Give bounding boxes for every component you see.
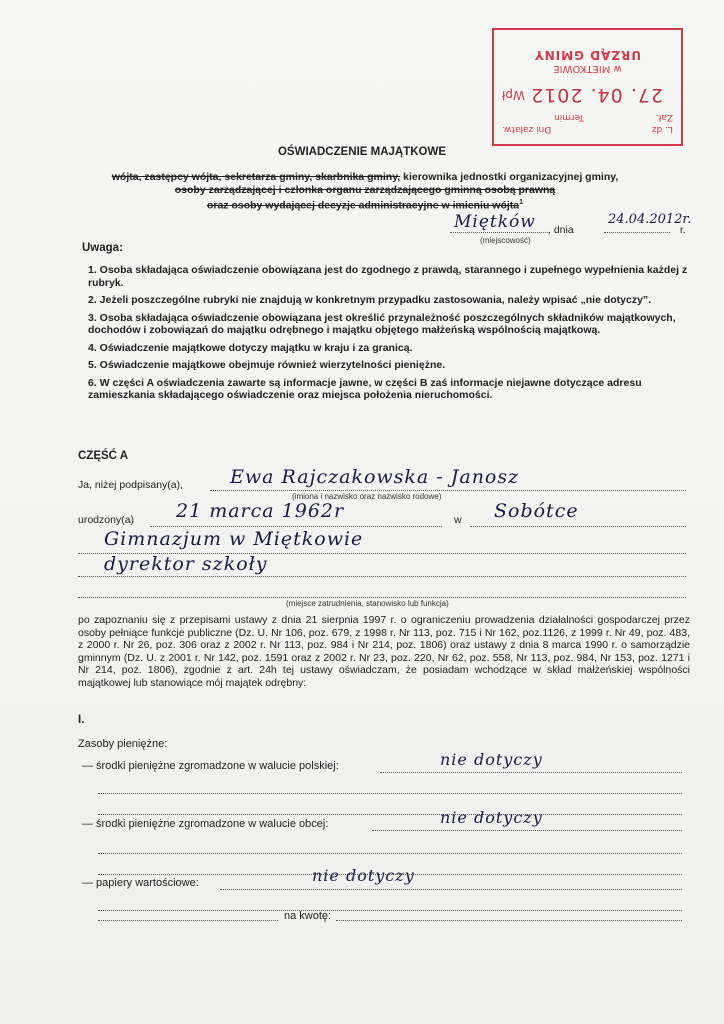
header-line-1-rest: kierownika jednostki organizacyjnej gminy, bbox=[400, 171, 619, 183]
date-suffix: r. bbox=[680, 224, 686, 236]
born-label: urodzony(a) bbox=[78, 514, 135, 526]
pln-label: — środki pieniężne zgromadzone w walucie polskiej: bbox=[82, 760, 339, 772]
header-line-3-text: oraz osoby wydającej decyzje administracyjne w imieniu wójta bbox=[206, 199, 520, 212]
work-line-1: Gimnazjum w Miętkowie bbox=[104, 528, 364, 550]
amount-label: na kwotę: bbox=[284, 910, 332, 922]
pln-value: nie dotyczy bbox=[440, 750, 543, 769]
born-place-value: Sobótce bbox=[494, 500, 579, 522]
registration-stamp bbox=[492, 28, 683, 146]
uwaga-item: 4. Oświadczenie majątkowe dotyczy majątku w kraju i za granicą. bbox=[88, 341, 413, 354]
stamp-wpl: Wpł bbox=[502, 88, 525, 102]
section-title: Zasoby pieniężne: bbox=[78, 738, 168, 750]
uwaga-item: 6. W części A oświadczenia zawarte są informacje jawne, w części B zaś informacje niejawne dotyczące adresu zamieszkania składającego oświadczenie oraz miejsca położenia nieruchomości. bbox=[88, 376, 642, 401]
work-caption: (miejsce zatrudnienia, stanowisko lub funkcja) bbox=[286, 599, 449, 608]
foreign-value: nie dotyczy bbox=[440, 808, 543, 827]
stamp-line2: w MIETKOWIE bbox=[553, 63, 622, 74]
born-date-value: 21 marca 1962r bbox=[176, 500, 345, 522]
securities-label: — papiery wartościowe: bbox=[82, 877, 199, 889]
name-caption: (imiona i nazwisko oraz nazwisko rodowe) bbox=[292, 492, 442, 501]
stamp-dni-zalatw: Dni załatw. bbox=[502, 124, 552, 134]
czesc-a-label: CZĘŚĆ A bbox=[78, 450, 129, 462]
date-prefix: , dnia bbox=[548, 224, 574, 236]
header-line-1 bbox=[60, 171, 670, 184]
stamp-line1: URZĄD GMINY bbox=[533, 48, 642, 62]
header-line-1-struck: wójta, zastępcy wójta, sekretarza gminy, skarbnika gminy, bbox=[111, 171, 401, 183]
legal-text: po zapoznaniu się z przepisami ustawy z dnia 21 sierpnia 1997 r. o ograniczeniu prowadzenia działalności gospodarczej przez osoby pełniące funkcje publiczne (Dz. U. Nr 106, poz. 679, z 1998 r. Nr 113, poz. 715 i Nr 162, poz.1126, z 1999 r. Nr 49, poz. 483, z 2000 r. Nr 26, poz. 306 oraz z 2002 r. Nr 113, poz. 984 i Nr 214, poz. 1806) oraz ustawy z dnia 8 marca 1990 r. o samorządzie gminnym (Dz. U. z 2001 r. Nr 142, poz. 1591 oraz z 2002 r. Nr 23, poz. 220, Nr 62, poz. 558, Nr 113, poz. 984, Nr 153, poz. 1271 i Nr 214, poz. 1806), zgodnie z art. 24h tej ustawy oświadczam, że posiadam wchodzące w skład małżeńskiej wspólności majątkowej lub stanowiące mój majątek odrębny: bbox=[78, 614, 690, 689]
securities-value: nie dotyczy bbox=[312, 866, 415, 885]
uwaga-label: Uwaga: bbox=[82, 242, 123, 254]
document-title: OŚWIADCZENIE MAJĄTKOWE bbox=[277, 146, 447, 158]
header-line-2: osoby zarządzającej i członka organu zarządzającego gminną osobą prawną bbox=[174, 184, 556, 196]
uwaga-list bbox=[88, 264, 688, 407]
uwaga-item: 1. Osoba składająca oświadczenie obowiązana jest do zgodnego z prawdą, starannego i zupełnego wypełnienia każdej z rubryk. bbox=[88, 264, 688, 289]
header-line-3 bbox=[60, 197, 670, 212]
foreign-label: — środki pieniężne zgromadzone w walucie obcej: bbox=[82, 818, 329, 830]
stamp-date: 27. 04. 2012 bbox=[530, 84, 663, 106]
stamp-termin: Termin bbox=[554, 112, 585, 122]
born-w-label: w bbox=[454, 514, 462, 526]
ja-label: Ja, niżej podpisany(a), bbox=[78, 479, 184, 491]
section-roman: I. bbox=[78, 714, 85, 726]
date-value: 24.04.2012r. bbox=[608, 212, 692, 227]
uwaga-item: 2. Jeżeli poszczególne rubryki nie znajdują w konkretnym przypadku zastosowania, należy wpisać „nie dotyczy”. bbox=[88, 294, 652, 306]
place-caption: (miejscowość) bbox=[480, 236, 531, 245]
place-value: Miętków bbox=[454, 212, 536, 232]
name-value: Ewa Rajczakowska - Janosz bbox=[230, 466, 520, 488]
uwaga-item: 3. Osoba składająca oświadczenie obowiązana jest określić przynależność poszczególnych składników majątkowych, dochodów i zobowiązań do majątku odrębnego i majątku objętego małżeńską wspólnością majątkową. bbox=[88, 311, 676, 336]
stamp-zal: Zał. bbox=[655, 112, 673, 122]
stamp-l-dz: L. dz bbox=[651, 124, 673, 134]
uwaga-item: 5. Oświadczenie majątkowe obejmuje również wierzytelności pieniężne. bbox=[88, 359, 446, 371]
footnote-mark: 1 bbox=[519, 199, 524, 206]
work-line-2: dyrektor szkoły bbox=[104, 553, 268, 575]
